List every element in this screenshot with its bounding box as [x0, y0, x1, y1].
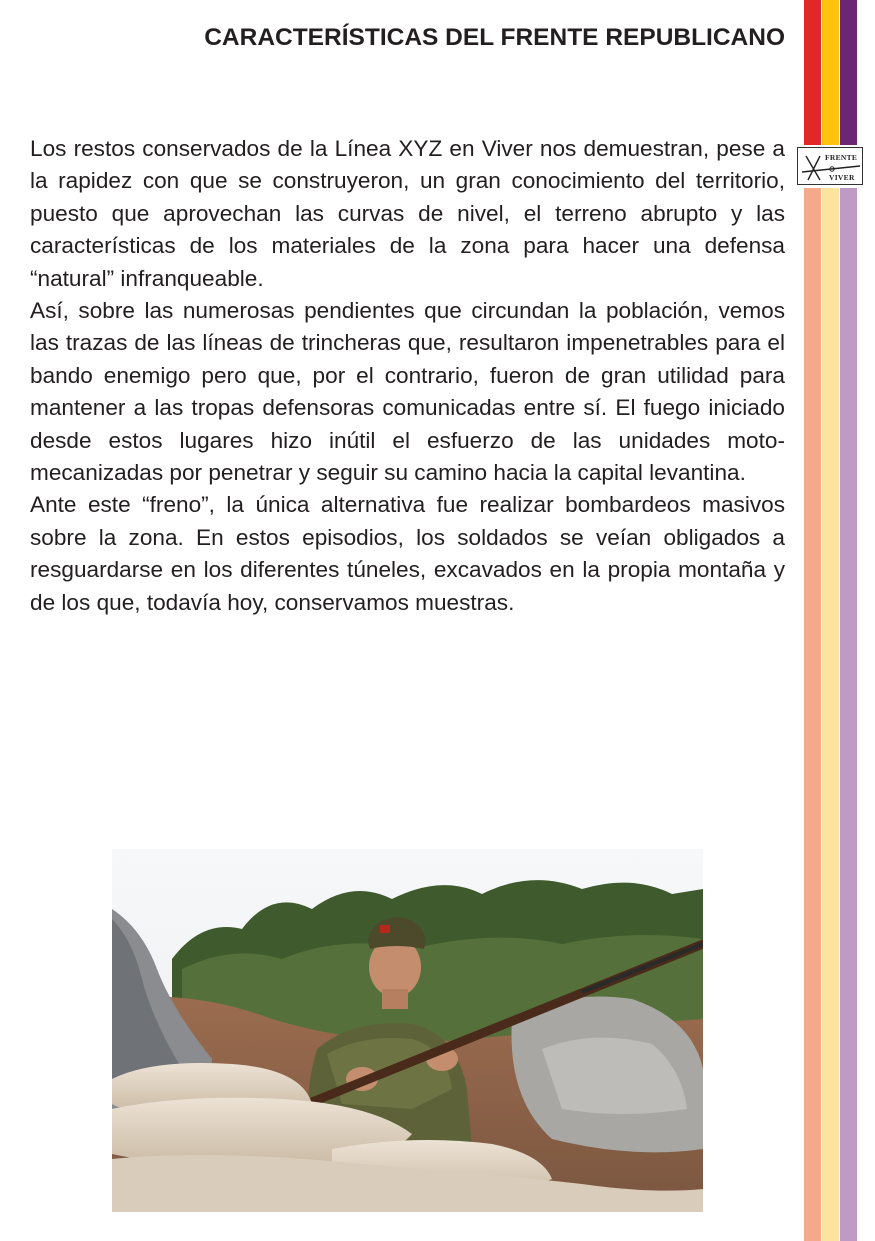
body-text [30, 133, 785, 619]
page-title: CARACTERÍSTICAS DEL FRENTE REPUBLICANO [204, 24, 785, 51]
flag-stripe-purple [840, 0, 857, 145]
flag-stripe-purple-light [840, 188, 857, 1241]
flag-stripe-yellow-light [822, 188, 839, 1241]
paragraph-1: Los restos conservados de la Línea XYZ en Viver nos demuestran, pese a la rapidez con que se construyeron, un gran conocimiento del territorio, puesto que aprovechan las curvas de nivel, el terreno abrupto y las características de los materiales de la zona para hacer una defensa “natural” infranqueable. [30, 136, 785, 291]
flag-stripe-red [804, 0, 821, 145]
soldier-trench-photo [112, 849, 703, 1212]
frente-viver-logo [797, 147, 863, 185]
logo-text-viver: VIVER [829, 173, 855, 182]
logo-text-frente: FRENTE [825, 153, 858, 162]
flag-stripe-red-light [804, 188, 821, 1241]
flag-stripe-yellow [822, 0, 839, 145]
paragraph-3: Ante este “freno”, la única alternativa fue realizar bombardeos masivos sobre la zona. En estos episodios, los soldados se veían obligados a resguardarse en los diferentes túneles, excavados en la propia montaña y de los que, todavía hoy, conservamos muestras. [30, 492, 785, 615]
paragraph-2: Así, sobre las numerosas pendientes que circundan la población, vemos las trazas de las líneas de trincheras que, resultaron impenetrables para el bando enemigo pero que, por el contrario, fueron de gran utilidad para mantener a las tropas defensoras comunicadas entre sí. El fuego iniciado desde estos lugares hizo inútil el esfuerzo de las unidades moto-mecanizadas por penetrar y seguir su camino hacia la capital levantina. [30, 298, 785, 486]
